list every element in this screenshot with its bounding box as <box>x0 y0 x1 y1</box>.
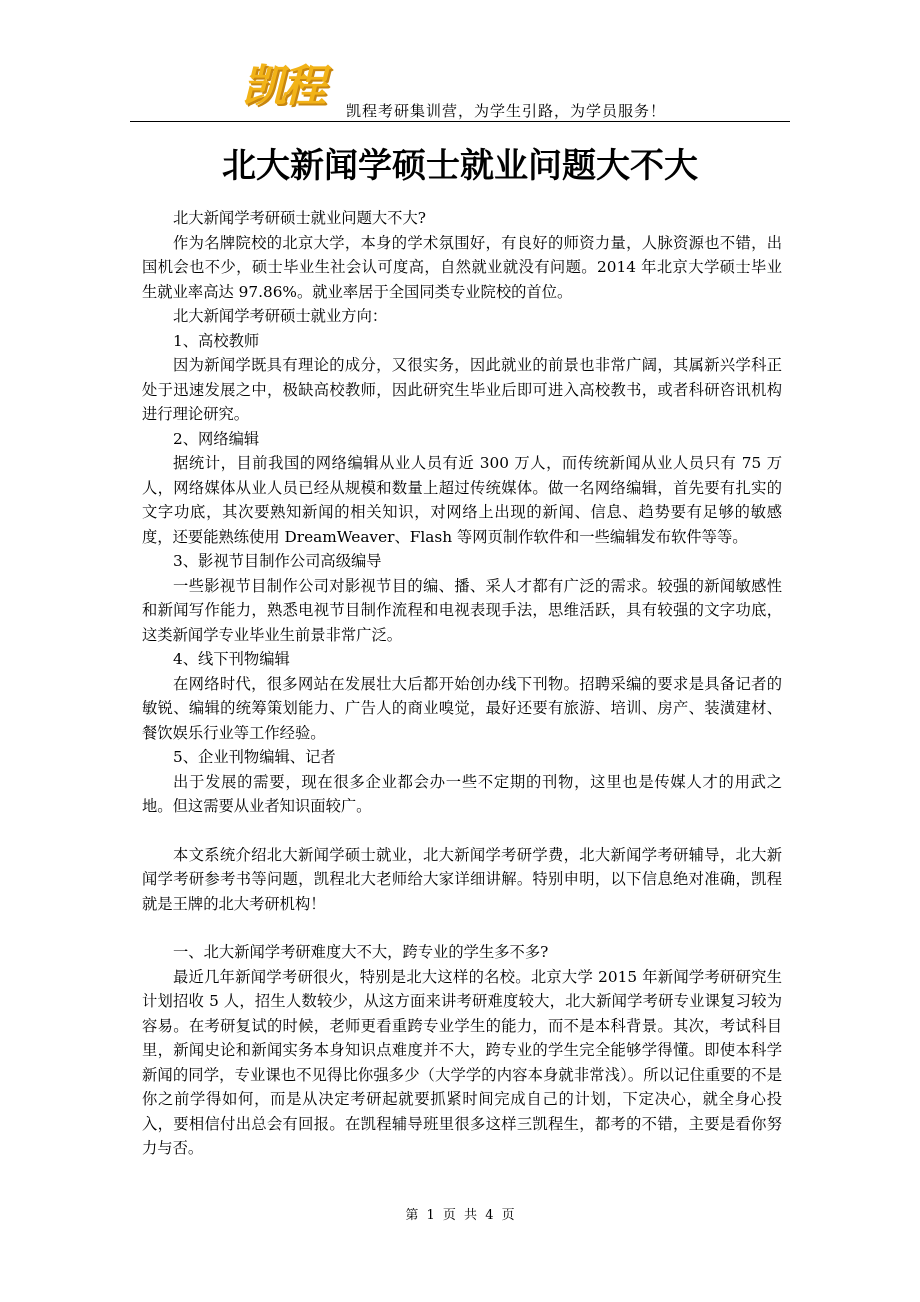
section-heading: 一、北大新闻学考研难度大不大，跨专业的学生多不多? <box>173 943 549 961</box>
paragraph: 在网络时代，很多网站在发展壮大后都开始创办线下刊物。招聘采编的要求是具备记者的敏锐、编辑的统筹策划能力、广告人的商业嗅觉，最好还要有旅游、培训、房产、装潢建材、餐饮娱乐行业等工作经验。 <box>142 674 782 742</box>
spacer <box>142 819 782 843</box>
paragraph: 因为新闻学既具有理论的成分，又很实务，因此就业的前景也非常广阔，其属新兴学科正处于迅速发展之中，极缺高校教师，因此研究生毕业后即可进入高校教书，或者科研咨讯机构进行理论研究。 <box>142 356 782 423</box>
page-header <box>130 48 790 122</box>
section-heading: 1、高校教师 <box>173 331 260 350</box>
header-rule <box>130 121 790 122</box>
paragraph: 一些影视节目制作公司对影视节目的编、播、采人才都有广泛的需求。较强的新闻敏感性和新闻写作能力，熟悉电视节目制作流程和电视表现手法，思维活跃，具有较强的文字功底，这类新闻学专业毕业生前景非常广泛。 <box>142 576 782 644</box>
paragraph: 作为名牌院校的北京大学，本身的学术氛围好，有良好的师资力量，人脉资源也不错，出国机会也不少，硕士毕业生社会认可度高，自然就业就没有问题。2014 年北京大学硕士毕业生就业率高达 97.86%。就业率居于全国同类专业院校的首位。 <box>142 233 782 301</box>
section-heading: 5、企业刊物编辑、记者 <box>173 748 336 766</box>
section-heading: 2、网络编辑 <box>173 429 260 448</box>
brand-logo: 凯程 <box>242 61 322 112</box>
section-heading: 3、影视节目制作公司高级编导 <box>173 552 382 570</box>
document-body <box>142 206 782 1161</box>
paragraph: 北大新闻学考研硕士就业方向： <box>173 307 388 325</box>
paragraph: 出于发展的需要，现在很多企业都会办一些不定期的刊物，这里也是传媒人才的用武之地。但这需要从业者知识面较广。 <box>142 772 782 815</box>
page-footer: 第 1 页 共 4 页 <box>405 1208 515 1223</box>
section-heading: 4、线下刊物编辑 <box>173 650 290 668</box>
header-slogan: 凯程考研集训营，为学生引路，为学员服务！ <box>346 102 667 120</box>
document-title: 北大新闻学硕士就业问题大不大 <box>222 146 698 186</box>
paragraph: 本文系统介绍北大新闻学硕士就业，北大新闻学考研学费，北大新闻学考研辅导，北大新闻学考研参考书等问题，凯程北大老师给大家详细讲解。特别申明，以下信息绝对准确，凯程就是王牌的北大考研机构！ <box>142 845 782 913</box>
paragraph: 北大新闻学考研硕士就业问题大不大? <box>173 209 426 227</box>
paragraph: 最近几年新闻学考研很火，特别是北大这样的名校。北京大学 2015 年新闻学考研研究生计划招收 5 人，招生人数较少，从这方面来讲考研难度较大，北大新闻学考研专业课复习较为容易。在考研复试的时候，老师更看重跨专业学生的能力，而不是本科背景。其次，考试科目里，新闻史论和新闻实务本身知识点难度并不大，跨专业的学生完全能够学得懂。即使本科学新闻的同学，专业课也不见得比你强多少（大学学的内容本身就非常浅）。所以记住重要的不是你之前学得如何，而是从决定考研起就要抓紧时间完成自己的计划，下定决心，就全身心投入，要相信付出总会有回报。在凯程辅导班里很多这样三凯程生，都考的不错，主要是看你努力与否。 <box>142 967 782 1157</box>
paragraph: 据统计，目前我国的网络编辑从业人员有近 300 万人，而传统新闻从业人员只有 75 万人，网络媒体从业人员已经从规模和数量上超过传统媒体。做一名网络编辑，首先要有扎实的文字功底，其次要熟知新闻的相关知识，对网络上出现的新闻、信息、趋势要有足够的敏感度，还要能熟练使用 DreamWeaver、Flash 等网页制作软件和一些编辑发布软件等等。 <box>142 454 782 546</box>
spacer <box>142 916 782 940</box>
